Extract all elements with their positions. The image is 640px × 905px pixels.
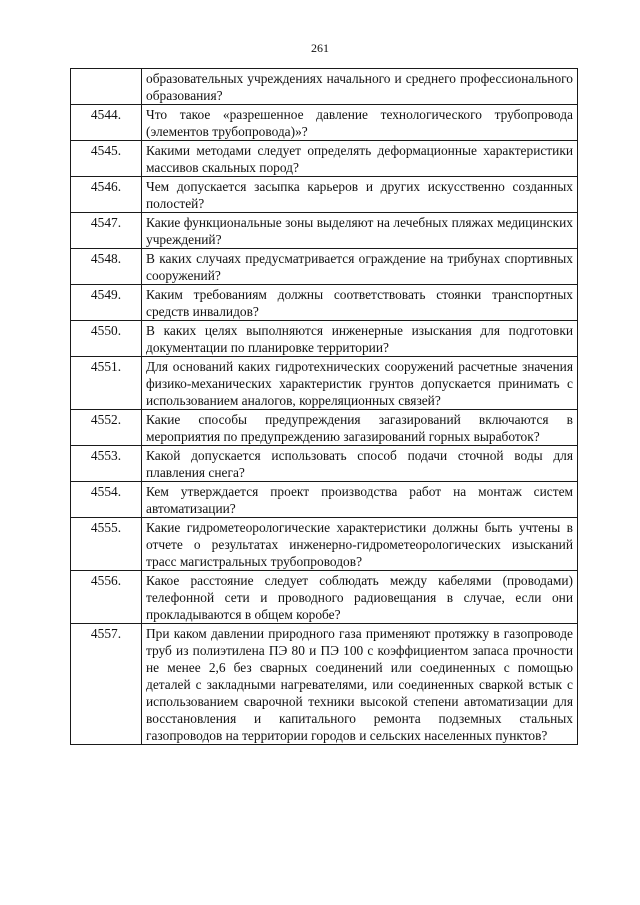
question-text: Какие способы предупреждения загазирований включаются в мероприятия по предупреждению загазирований горных выработок? [142,410,578,446]
question-row [71,69,578,105]
question-number: 4545. [71,141,142,177]
question-text: Какие гидрометеорологические характеристики должны быть учтены в отчете о результатах инженерно-гидрометеорологических изысканий трасс магистральных трубопроводов? [142,518,578,571]
question-row [71,571,578,624]
question-number: 4544. [71,105,142,141]
question-number: 4555. [71,518,142,571]
question-number: 4546. [71,177,142,213]
question-row [71,446,578,482]
question-number: 4550. [71,321,142,357]
question-row [71,285,578,321]
question-row [71,321,578,357]
questions-table [70,68,578,745]
question-row [71,357,578,410]
question-text: В каких целях выполняются инженерные изыскания для подготовки документации по планировке территории? [142,321,578,357]
question-text: Какой допускается использовать способ подачи сточной воды для плавления снега? [142,446,578,482]
question-row [71,213,578,249]
question-row [71,177,578,213]
question-text: Какими методами следует определять деформационные характеристики массивов скальных пород? [142,141,578,177]
question-row [71,249,578,285]
question-number: 4548. [71,249,142,285]
question-number: 4549. [71,285,142,321]
questions-table-body [71,69,578,745]
question-row [71,105,578,141]
question-number: 4551. [71,357,142,410]
question-number: 4553. [71,446,142,482]
question-number: 4557. [71,624,142,745]
page-number: 261 [311,41,329,55]
question-number: 4554. [71,482,142,518]
question-row [71,518,578,571]
question-text: Кем утверждается проект производства работ на монтаж систем автоматизации? [142,482,578,518]
question-text: Для оснований каких гидротехнических сооружений расчетные значения физико-механических характеристик грунтов допускается принимать с использованием аналогов, корреляционных связей? [142,357,578,410]
question-text: В каких случаях предусматривается ограждение на трибунах спортивных сооружений? [142,249,578,285]
question-text: При каком давлении природного газа применяют протяжку в газопроводе труб из полиэтилена ПЭ 80 и ПЭ 100 с коэффициентом запаса прочности не менее 2,6 без сварных соединений или соединенных с помощью деталей с закладными нагревателями, или соединенных сваркой встык с использованием сварочной техники высокой степени автоматизации для восстановления и капитального ремонта подземных стальных газопроводов на территории городов и сельских населенных пунктов? [142,624,578,745]
question-text: Каким требованиям должны соответствовать стоянки транспортных средств инвалидов? [142,285,578,321]
question-text: Какое расстояние следует соблюдать между кабелями (проводами) телефонной сети и проводного радиовещания в случае, если они прокладываются в общем коробе? [142,571,578,624]
question-number: 4547. [71,213,142,249]
question-row [71,482,578,518]
question-text: образовательных учреждениях начального и среднего профессионального образования? [142,69,578,105]
question-text: Какие функциональные зоны выделяют на лечебных пляжах медицинских учреждений? [142,213,578,249]
question-number [71,69,142,105]
question-row [71,410,578,446]
question-row [71,624,578,745]
question-text: Чем допускается засыпка карьеров и других искусственно созданных полостей? [142,177,578,213]
question-row [71,141,578,177]
question-number: 4556. [71,571,142,624]
question-text: Что такое «разрешенное давление технологического трубопровода (элементов трубопровода)»? [142,105,578,141]
question-number: 4552. [71,410,142,446]
